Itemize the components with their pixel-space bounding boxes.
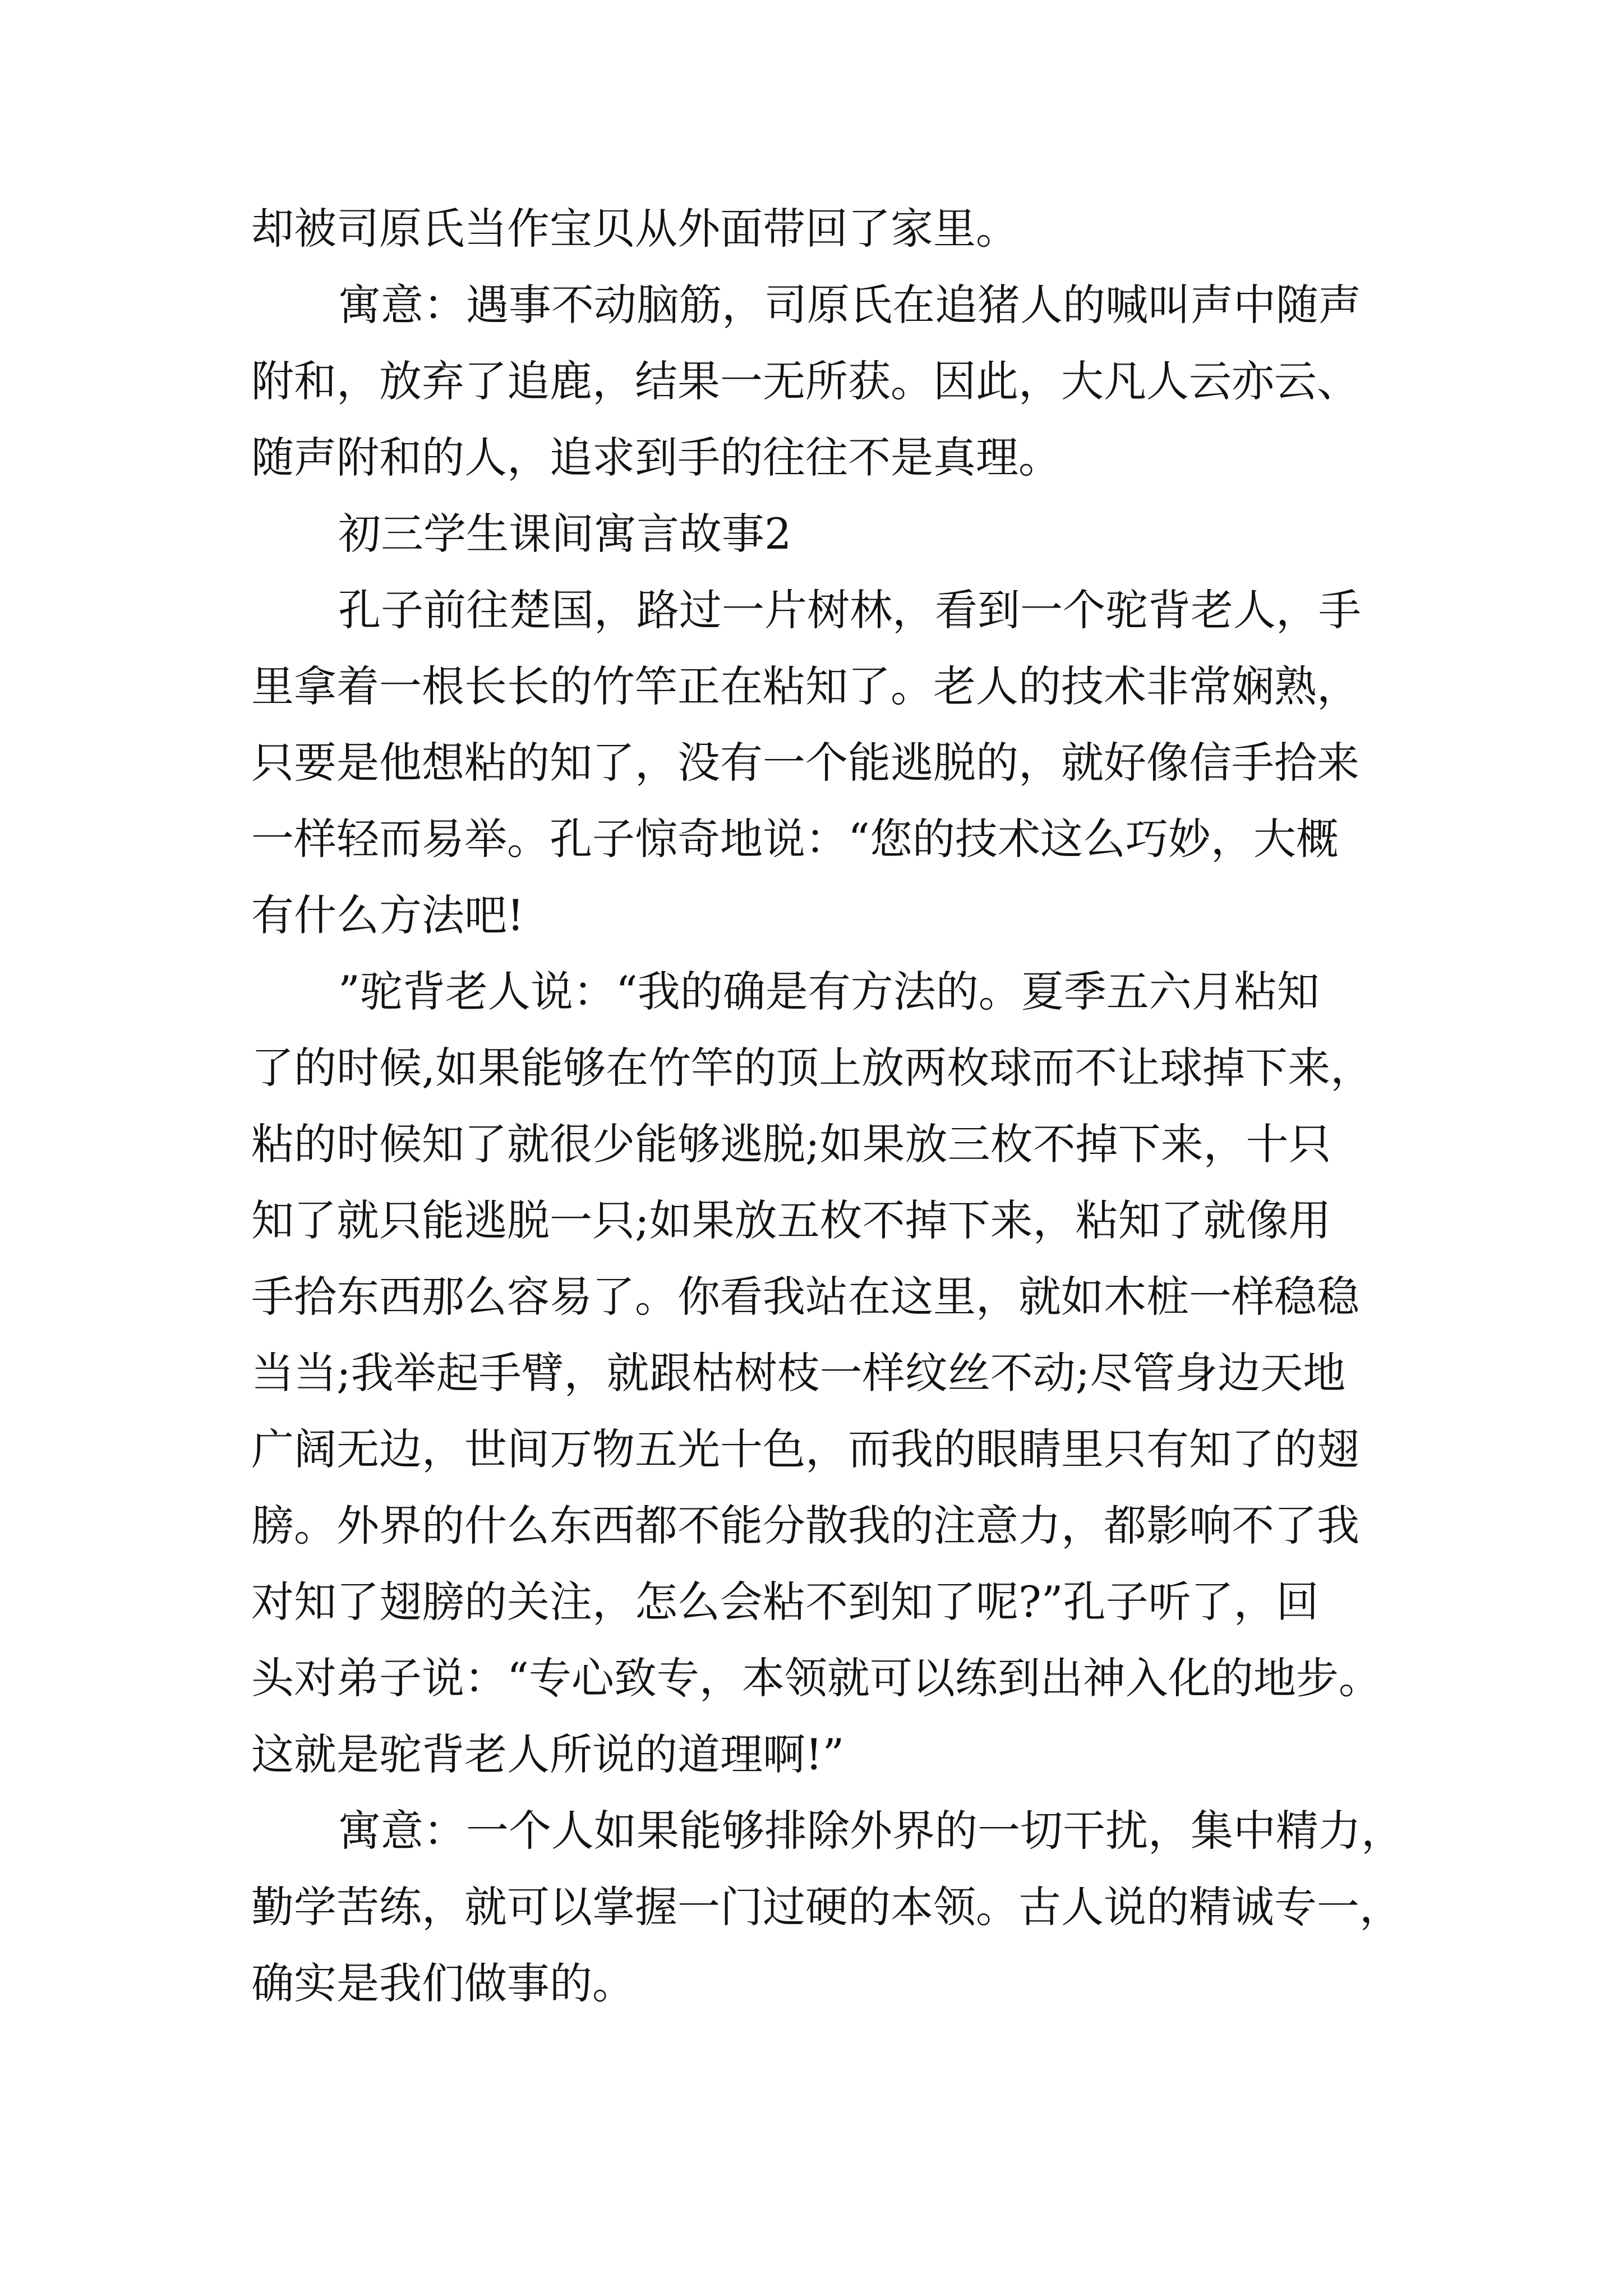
text-line: 对知了翅膀的关注，怎么会粘不到知了呢?”孔子听了，回 — [251, 1577, 1319, 1627]
text-line: ”驼背老人说：“我的确是有方法的。夏季五六月粘知 — [338, 967, 1320, 1016]
text-line: 寓意：遇事不动脑筋，司原氏在追猪人的喊叫声中随声 — [338, 280, 1361, 330]
text-line: 随声附和的人，追求到手的往往不是真理。 — [251, 432, 1061, 482]
text-line: 只要是他想粘的知了，没有一个能逃脱的，就好像信手拾来 — [251, 738, 1359, 788]
text-line: 勤学苦练，就可以掌握一门过硬的本领。古人说的精诚专一， — [251, 1882, 1402, 1932]
text-line: 膀。外界的什么东西都不能分散我的注意力，都影响不了我 — [251, 1501, 1359, 1550]
text-line: 有什么方法吧! — [251, 890, 524, 940]
document-body — [251, 191, 1404, 2022]
text-line: 了的时候,如果能够在竹竿的顶上放两枚球而不让球掉下来， — [251, 1043, 1373, 1093]
text-line: 知了就只能逃脱一只;如果放五枚不掉下来，粘知了就像用 — [251, 1195, 1331, 1245]
text-line: 当当;我举起手臂，就跟枯树枝一样纹丝不动;尽管身边天地 — [251, 1348, 1346, 1398]
text-line: 头对弟子说：“专心致专，本领就可以练到出神入化的地步。 — [251, 1653, 1381, 1703]
text-line: 一样轻而易举。孔子惊奇地说：“您的技术这么巧妙，大概 — [251, 814, 1339, 864]
text-line: 里拿着一根长长的竹竿正在粘知了。老人的技术非常娴熟， — [251, 661, 1359, 711]
text-line: 这就是驼背老人所说的道理啊!” — [251, 1729, 845, 1779]
text-line: 孔子前往楚国，路过一片树林，看到一个驼背老人，手 — [338, 585, 1361, 635]
text-line: 手拾东西那么容易了。你看我站在这里，就如木桩一样稳稳 — [251, 1272, 1359, 1322]
section-heading: 初三学生课间寓言故事2 — [338, 509, 792, 559]
text-line: 确实是我们做事的。 — [251, 1958, 635, 2008]
text-line: 却被司原氏当作宝贝从外面带回了家里。 — [251, 204, 1018, 254]
text-line: 广阔无边，世间万物五光十色，而我的眼睛里只有知了的翅 — [251, 1424, 1359, 1474]
text-line: 寓意：一个人如果能够排除外界的一切干扰，集中精力， — [338, 1806, 1404, 1856]
text-line: 附和，放弃了追鹿，结果一无所获。因此，大凡人云亦云、 — [251, 356, 1359, 406]
text-line: 粘的时候知了就很少能够逃脱;如果放三枚不掉下来，十只 — [251, 1119, 1331, 1169]
